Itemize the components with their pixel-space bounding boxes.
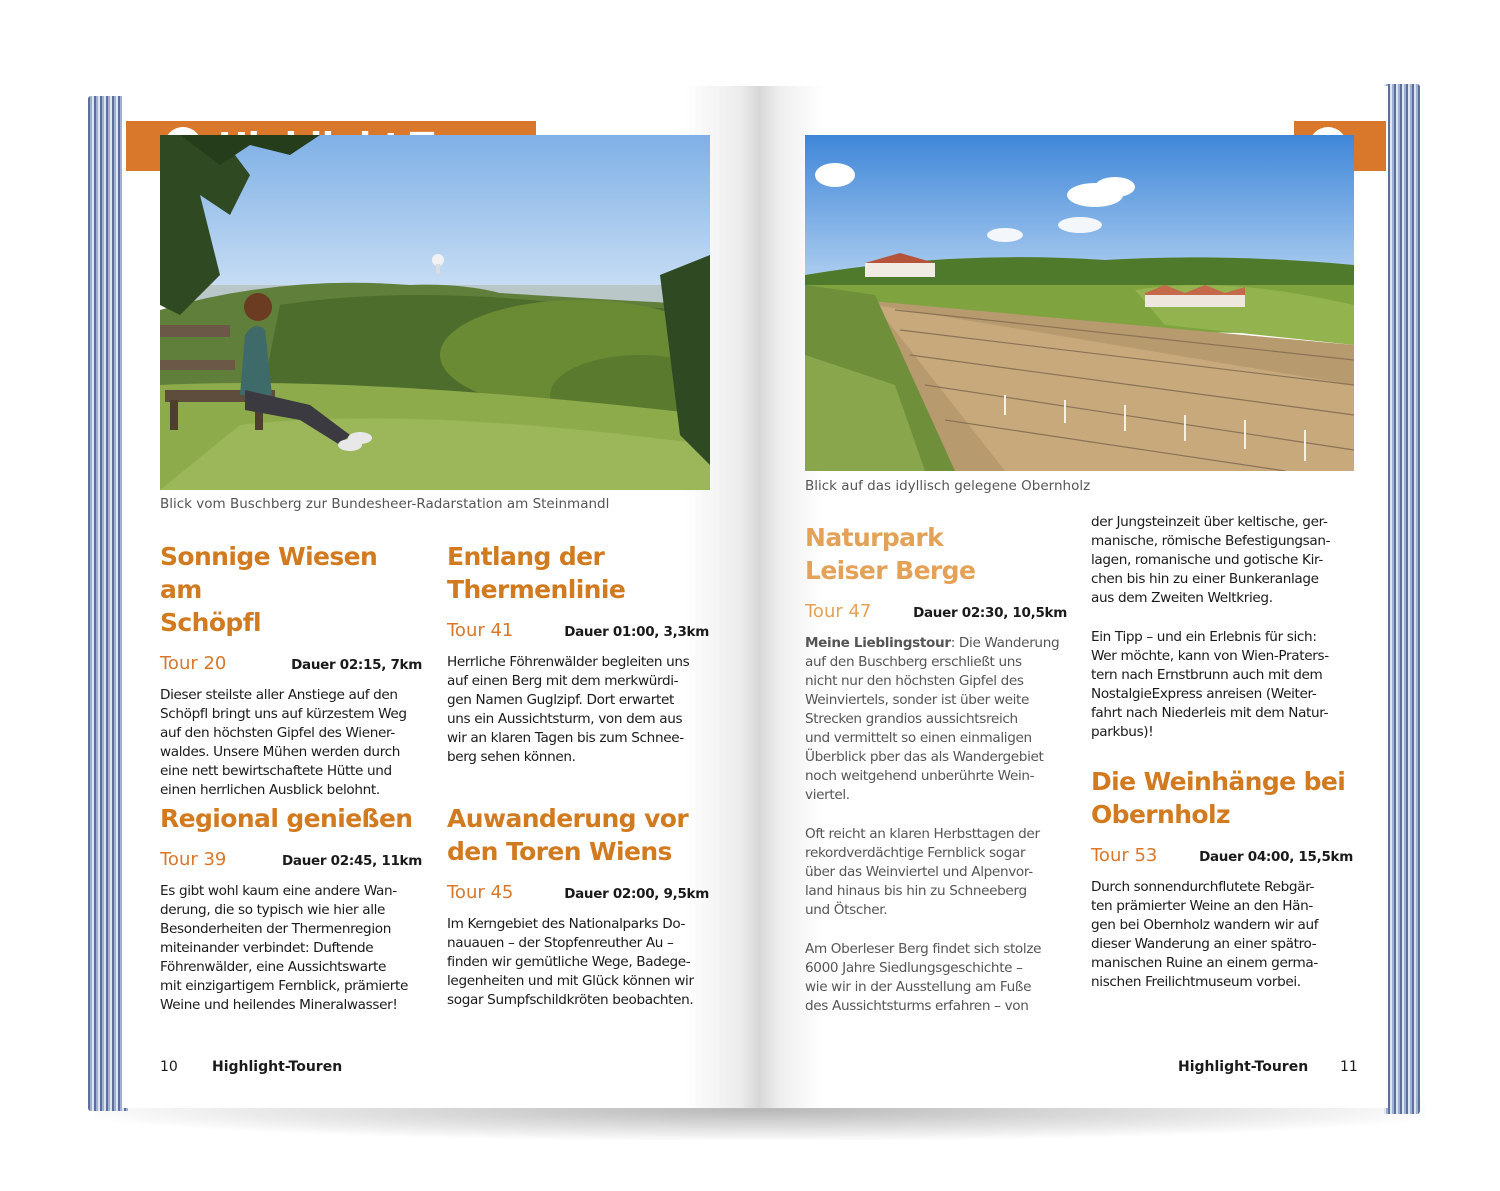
tour-number: Tour 20 (160, 653, 227, 674)
section-title: Naturpark Leiser Berge (805, 523, 976, 585)
section-body: Meine Lieblingstour: Die Wanderung auf den Buschberg erschließt uns nicht nur den höchsten Gipfel des Weinviertels, sonder ist über weite Strecken grandios aussichtsreich und vermittelt so einen einmaligen Überblick pber das als Wandergebiet noch weitgehend unberührte Wein- viertel. (805, 635, 1060, 803)
section-title: Sonnige Wiesen am Schöpfl (160, 542, 378, 637)
section-body: Durch sonnendurchflutete Rebgär- ten prämierter Weine an den Hän- gen bei Obernholz wandern wir auf dieser Wanderung an einer spätro- manischen Ruine an einem germa- nischen Freilichtmuseum vorbei. (1091, 879, 1319, 990)
page-edges-right (1384, 84, 1420, 1114)
section-continuation (1091, 513, 1353, 742)
section-auwanderung (447, 802, 709, 1010)
section-body: Im Kerngebiet des Nationalparks Do- nauauen – der Stopfenreuther Au – finden wir gemütliche Wege, Badege- legenheiten und mit Glück können wir sogar Sumpfschildkröten beobachten. (447, 916, 694, 1008)
page-number-left: 10 (160, 1059, 178, 1075)
section-weinhaenge (1091, 765, 1353, 992)
section-title: Entlang der Thermenlinie (447, 542, 626, 604)
photo-buschberg (160, 135, 710, 490)
section-body: Herrliche Föhrenwälder begleiten uns auf einen Berg mit dem merkwürdi- gen Namen Guglzipf. Dort erwartet uns ein Aussichtsturm, von dem aus wir an klaren Tagen bis zum Schnee- berg sehen können. (447, 654, 690, 765)
section-body: Dieser steilste aller Anstiege auf den Schöpfl bringt uns auf kürzestem Weg auf den höchsten Gipfel des Wiener- waldes. Unsere Mühen werden durch eine nett bewirtschaftete Hütte und einen herrlichen Ausblick belohnt. (160, 687, 407, 798)
section-body: Am Oberleser Berg findet sich stolze 6000 Jahre Siedlungsgeschichte – wie wir in der Ausstellung am Fuße des Aussichtsturms erfahren – von (805, 941, 1042, 1014)
tour-duration: Dauer 04:00, 15,5km (1199, 849, 1353, 865)
running-head-left: Highlight-Touren (212, 1059, 343, 1075)
section-title: Auwanderung vor den Toren Wiens (447, 804, 689, 866)
page-number-right: 11 (1340, 1059, 1358, 1075)
tour-number: Tour 41 (447, 620, 514, 641)
section-body: Ein Tipp – und ein Erlebnis für sich: Wer möchte, kann von Wien-Praters- tern nach Ernstbrunn auch mit dem NostalgieExpress anreisen (Weiter- fahrt nach Niederleis mit dem Natur- parkbus)! (1091, 629, 1329, 740)
section-title: Regional genießen (160, 804, 413, 833)
tour-duration: Dauer 02:15, 7km (291, 657, 422, 673)
tour-duration: Dauer 02:45, 11km (282, 853, 422, 869)
tour-duration: Dauer 01:00, 3,3km (564, 624, 709, 640)
section-body: Oft reicht an klaren Herbsttagen der rekordverdächtige Fernblick sogar über das Weinviertel und Alpenvor- land hinaus bis hin zu Schneeberg und Ötscher. (805, 826, 1040, 918)
section-body: Es gibt wohl kaum eine andere Wan- derung, die so typisch wie hier alle Besonderheiten der Thermenregion miteinander verbindet: Duftende Föhrenwälder, eine Aussichtswarte mit einzigartigem Fernblick, prämierte Weine und heilendes Mineralwasser! (160, 883, 409, 1013)
section-body: der Jungsteinzeit über keltische, ger- manische, römische Befestigungsan- lagen, romanische und gotische Kir- chen bis hin zu einer Bunkeranlage aus dem Zweiten Weltkrieg. (1091, 514, 1331, 606)
section-regional-geniessen (160, 802, 422, 1015)
tour-number: Tour 53 (1091, 845, 1158, 866)
section-thermenlinie (447, 540, 709, 767)
section-naturpark (805, 521, 1067, 1016)
photo-obernholz (805, 135, 1354, 471)
running-head-right: Highlight-Touren (1178, 1059, 1309, 1075)
tour-duration: Dauer 02:30, 10,5km (913, 605, 1067, 621)
photo-caption-right: Blick auf das idyllisch gelegene Obernholz (805, 478, 1091, 494)
section-title: Die Weinhänge bei Obernholz (1091, 767, 1346, 829)
photo-caption-left: Blick vom Buschberg zur Bundesheer-Radarstation am Steinmandl (160, 496, 610, 512)
section-sonnige-wiesen (160, 540, 422, 800)
tour-duration: Dauer 02:00, 9,5km (564, 886, 709, 902)
tour-number: Tour 45 (447, 882, 514, 903)
tour-number: Tour 47 (805, 601, 872, 622)
tour-number: Tour 39 (160, 849, 227, 870)
